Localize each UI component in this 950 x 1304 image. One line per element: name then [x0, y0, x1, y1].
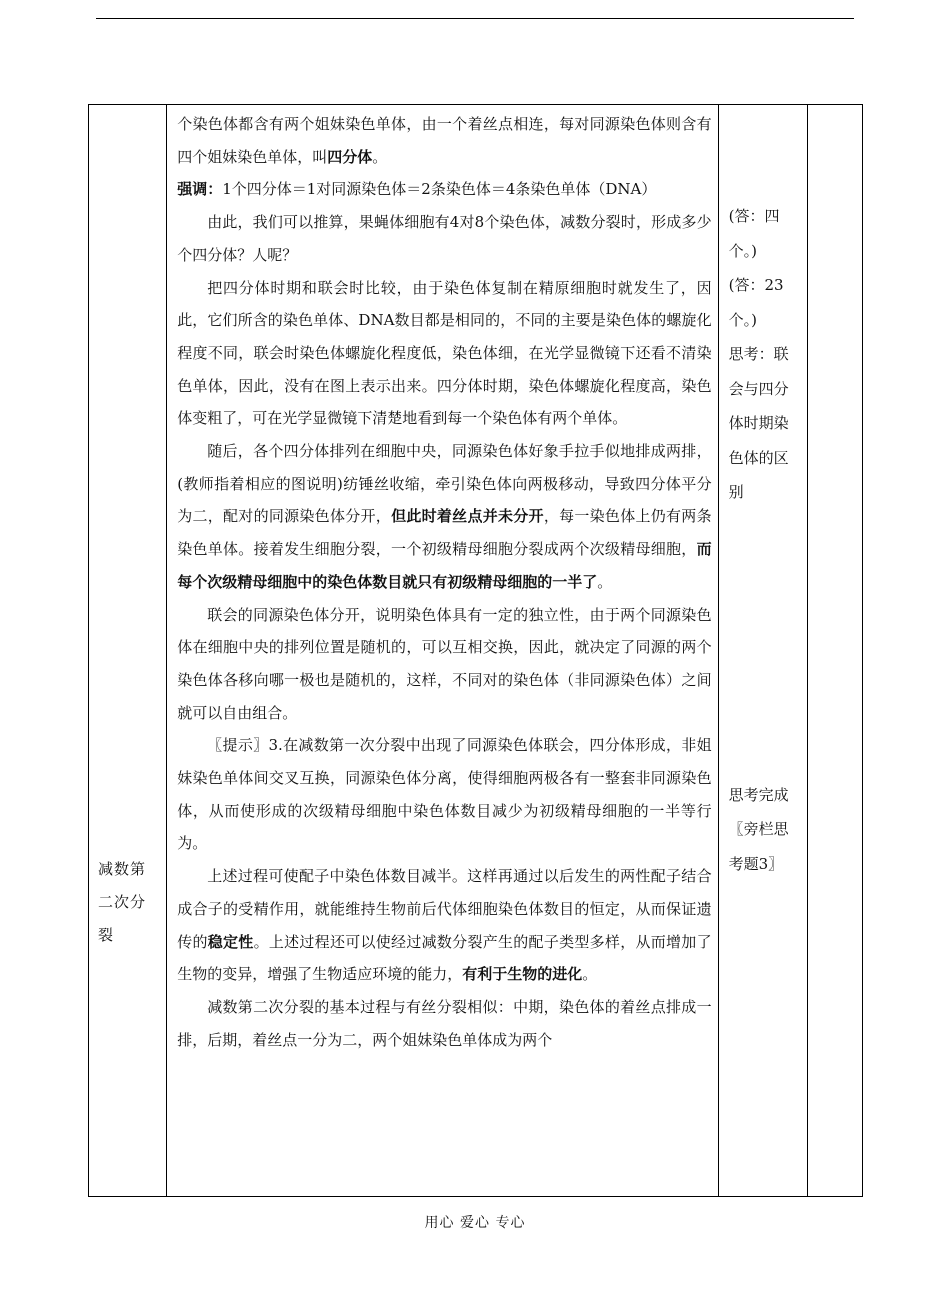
side-note-answer-2: (答：23个。): [728, 276, 784, 329]
empty-cell: [807, 105, 862, 1197]
paragraph-5: [177, 435, 711, 599]
text-run: 。上述过程还可以使经过减数分裂产生的配子类型多样，从而增加了生物的变异，增强了生物适应环境的能力，: [177, 932, 712, 984]
lesson-content: [167, 105, 717, 1056]
bold-term: 稳定性: [207, 932, 254, 951]
paragraph-1: [177, 108, 711, 173]
text-run: 。: [582, 965, 598, 984]
spacer: [729, 510, 803, 778]
side-notes: [719, 105, 807, 881]
text-run: 个染色体都含有两个姐妹染色单体，由一个着丝点相连，每对同源染色体则含有四个姐妹染色单体，叫: [177, 115, 712, 166]
text-run: 。: [597, 572, 613, 591]
content-cell: [167, 105, 718, 1197]
bold-term: 而每个次级精母细胞中的染色体数目就只有初级精母细胞的一半了: [177, 540, 712, 591]
side-note-task: 思考完成〖旁栏思考题3〗: [728, 785, 789, 873]
section-cell: [89, 105, 167, 1197]
text-run: 。: [372, 147, 388, 166]
text-run: 随后，各个四分体排列在细胞中央，同源染色体好象手拉手似地排成两排，(教师指着相应的图说明)纺锤丝收缩，牵引染色体向两极移动，导致四分体平分为二，配对的同源染色体分开，: [177, 442, 712, 526]
side-note-think: 思考：联会与四分体时期染色体的区别: [728, 345, 789, 501]
paragraph-2: [177, 173, 711, 206]
text-run: 1个四分体＝1对同源染色体＝2条染色体＝4条染色单体（DNA）: [222, 180, 657, 199]
text-run: 上述过程可使配子中染色体数目减半。这样再通过以后发生的两性配子结合成合子的受精作用，就能维持生物前后代体细胞染色体数目的恒定，从而保证遗传的: [177, 867, 712, 951]
bold-term: 有利于生物的进化: [462, 965, 583, 984]
bold-term: 四分体: [327, 147, 373, 166]
table-row: [89, 105, 863, 1197]
lesson-table: [88, 104, 863, 1197]
paragraph-9: 减数第二次分裂的基本过程与有丝分裂相似：中期，染色体的着丝点排成一排，后期，着丝点一分为二，两个姐妹染色单体成为两个: [177, 997, 712, 1049]
bold-term: 强调：: [177, 180, 223, 199]
paragraph-8: [177, 860, 711, 991]
paragraph-4: 把四分体时期和联会时比较，由于染色体复制在精原细胞时就发生了，因此，它们所含的染色单体、DNA数目都是相同的，不同的主要是染色体的螺旋化程度不同，联会时染色体螺旋化程度低，染色体细，在光学显微镜下还看不清染色单体，因此，没有在图上表示出来。四分体时期，染色体螺旋化程度高，染色体变粗了，可在光学显微镜下清楚地看到每一个染色体有两个单体。: [177, 278, 712, 428]
paragraph-6: 联会的同源染色体分开，说明染色体具有一定的独立性，由于两个同源染色体在细胞中央的排列位置是随机的，可以互相交换，因此，就决定了同源的两个染色体各移向哪一极也是随机的，这样，不同对的染色体（非同源染色体）之间就可以自由组合。: [177, 605, 712, 722]
side-note-answer-1: (答：四个。): [728, 207, 780, 260]
side-notes-cell: [718, 105, 807, 1197]
page-footer: 用心 爱心 专心: [424, 1215, 526, 1231]
section-label: 减数第二次分裂: [98, 860, 147, 944]
bold-term: 但此时着丝点并未分开: [391, 507, 544, 526]
text-run: ，每一染色体上仍有两条染色单体。接着发生细胞分裂，一个初级精母细胞分裂成两个次级精母细胞，: [177, 507, 712, 559]
header-rule: [96, 18, 854, 19]
paragraph-3: 由此，我们可以推算，果蝇体细胞有4对8个染色体，减数分裂时，形成多少个四分体？人呢？: [177, 213, 712, 264]
paragraph-7: 〖提示〗3.在减数第一次分裂中出现了同源染色体联会，四分体形成，非姐妹染色单体间交叉互换，同源染色体分离，使得细胞两极各有一整套非同源染色体，从而使形成的次级精母细胞中染色体数目减少为初级精母细胞的一半等行为。: [177, 736, 712, 853]
